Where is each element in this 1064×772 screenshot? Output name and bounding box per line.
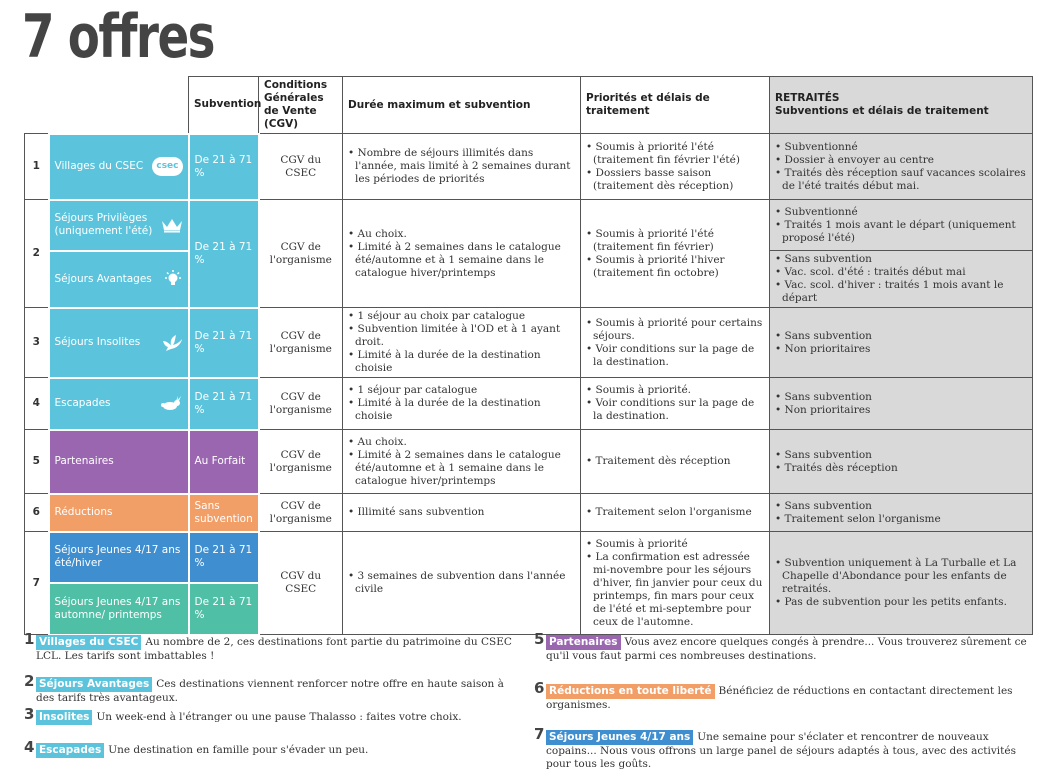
row-number: 3 [25, 308, 49, 378]
category-partenaires: Partenaires [49, 430, 189, 494]
row-number: 4 [25, 378, 49, 430]
subvention-value: De 21 à 71 % [189, 134, 259, 200]
list-item: • Sans subvention [775, 253, 1027, 266]
priorites-cell [581, 378, 770, 430]
list-item: • Subvention limitée à l'OD et à 1 ayant droit. [348, 323, 575, 349]
legend-item [24, 705, 524, 725]
list-item: • Sans subvention [775, 449, 1027, 462]
subvention-value: De 21 à 71 % [189, 308, 259, 378]
row-number: 7 [25, 532, 49, 635]
list-item: • Limité à la durée de la destination choisie [348, 397, 575, 423]
duree-cell [343, 532, 581, 635]
legend-tag: Partenaires [546, 635, 621, 650]
category-reductions: Réductions [49, 494, 189, 532]
offers-table [24, 76, 1033, 636]
list-item: • Voir conditions sur la page de la destination. [586, 397, 764, 423]
legend-tag: Séjours Avantages [36, 677, 152, 692]
cgv-value: CGV de l'organisme [259, 308, 343, 378]
category-sejours-insolites [49, 308, 189, 378]
list-item: • Voir conditions sur la page de la destination. [586, 343, 764, 369]
header-priorites: Priorités et délais de traitement [581, 77, 770, 134]
retraites-cell [770, 430, 1033, 494]
legend-tag: Réductions en toute liberté [546, 684, 715, 699]
legend-description: Ces destinations viennent renforcer notre offre en haute saison à des tarifs très avantageux. [36, 678, 504, 704]
list-item: • Subventionné [775, 206, 1027, 219]
legend-item [24, 672, 524, 705]
csec-badge-icon: csec [152, 157, 182, 176]
list-item: • Traitement selon l'organisme [775, 513, 1027, 526]
row-number: 1 [25, 134, 49, 200]
list-item: • Limité à la durée de la destination choisie [348, 349, 575, 375]
cgv-value: CGV du CSEC [259, 532, 343, 635]
legend-description: Au nombre de 2, ces destinations font partie du patrimoine du CSEC LCL. Les tarifs sont imbattables ! [36, 636, 512, 662]
subvention-value: De 21 à 71 % [189, 583, 259, 635]
list-item: • Sans subvention [775, 330, 1027, 343]
list-item: • 1 séjour par catalogue [348, 384, 575, 397]
retraites-cell [770, 251, 1033, 308]
table-row [25, 134, 1033, 200]
subvention-value: Sans subvention [189, 494, 259, 532]
list-item: • Dossiers basse saison (traitement dès réception) [586, 167, 764, 193]
list-item: • La confirmation est adressée mi-novembre pour les séjours d'hiver, fin janvier pour ceux du printemps, fin mars pour ceux de l'été et mi-septembre pour ceux de l'automne. [586, 551, 764, 629]
row-number: 6 [25, 494, 49, 532]
table-row [25, 430, 1033, 494]
header-retraites-subtitle: Subventions et délais de traitement [775, 105, 989, 117]
retraites-cell [770, 200, 1033, 251]
priorites-cell [581, 532, 770, 635]
legend-tag: Séjours Jeunes 4/17 ans [546, 730, 693, 745]
list-item: • Dossier à envoyer au centre [775, 154, 1027, 167]
category-escapades [49, 378, 189, 430]
header-cgv: Conditions Générales de Vente (CGV) [259, 77, 343, 134]
row-number: 5 [25, 430, 49, 494]
category-label: Villages du CSEC [54, 160, 144, 172]
legend-tag: Escapades [36, 743, 104, 758]
legend-description: Une destination en famille pour s'évader un peu. [108, 744, 369, 756]
header-retraites-title: RETRAITÉS [775, 92, 840, 104]
cgv-value: CGV du CSEC [259, 134, 343, 200]
category-label: Séjours Privilèges (uniquement l'été) [54, 212, 153, 237]
retraites-cell [770, 494, 1033, 532]
duree-cell [343, 378, 581, 430]
retraites-cell [770, 378, 1033, 430]
list-item: • Traitement dès réception [586, 455, 764, 468]
legend-number: 5 [534, 630, 545, 648]
retraites-cell [770, 134, 1033, 200]
legend-number: 1 [24, 630, 35, 648]
legend-number: 6 [534, 679, 545, 697]
category-label: Séjours Avantages [54, 272, 152, 285]
list-item: • Soumis à priorité [586, 538, 764, 551]
legend-item [24, 738, 524, 758]
subvention-value: Au Forfait [189, 430, 259, 494]
retraites-cell [770, 532, 1033, 635]
table-row [25, 494, 1033, 532]
legend-item [534, 679, 1032, 712]
category-sejours-jeunes-ete-hiver: Séjours Jeunes 4/17 ans été/hiver [49, 532, 189, 583]
duree-cell [343, 430, 581, 494]
retraites-cell [770, 308, 1033, 378]
list-item: • Nombre de séjours illimités dans l'année, mais limité à 2 semaines durant les périodes de priorités [348, 147, 575, 186]
duree-cell [343, 134, 581, 200]
subvention-value: De 21 à 71 % [189, 200, 259, 308]
priorites-cell [581, 308, 770, 378]
category-sejours-avantages [49, 251, 189, 308]
cgv-value: CGV de l'organisme [259, 200, 343, 308]
list-item: • Vac. scol. d'hiver : traités 1 mois avant le départ [775, 279, 1027, 305]
legend-description: Un week-end à l'étranger ou une pause Thalasso : faites votre choix. [96, 711, 462, 723]
table-row [25, 308, 1033, 378]
row-number: 2 [25, 200, 49, 308]
list-item: • Subvention uniquement à La Turballe et La Chapelle d'Abondance pour les enfants de retraités. [775, 557, 1027, 596]
list-item: • Soumis à priorité. [586, 384, 764, 397]
lightbulb-icon [163, 270, 183, 288]
list-item: • Traités 1 mois avant le départ (uniquement proposé l'été) [775, 219, 1027, 245]
cgv-value: CGV de l'organisme [259, 494, 343, 532]
legend-number: 2 [24, 672, 35, 690]
list-item: • Soumis à priorité l'hiver (traitement fin octobre) [586, 254, 764, 280]
list-item: • Limité à 2 semaines dans le catalogue été/automne et à 1 semaine dans le catalogue hiver/printemps [348, 241, 575, 280]
legend-number: 3 [24, 705, 35, 723]
list-item: • Traités dès réception sauf vacances scolaires de l'été traités début mai. [775, 167, 1027, 193]
list-item: • Traitement selon l'organisme [586, 506, 764, 519]
legend-number: 4 [24, 738, 35, 756]
list-item: • Traités dès réception [775, 462, 1027, 475]
duree-cell [343, 308, 581, 378]
list-item: • Non prioritaires [775, 404, 1027, 417]
legend-number: 7 [534, 725, 545, 743]
list-item: • Pas de subvention pour les petits enfants. [775, 596, 1027, 609]
list-item: • 3 semaines de subvention dans l'année civile [348, 570, 575, 596]
priorites-cell [581, 134, 770, 200]
list-item: • Au choix. [348, 436, 575, 449]
legend-description: Une semaine pour s'éclater et rencontrer de nouveaux copains... Nous vous offrons un large panel de séjours adaptés à tous, avec des activités pour tous les goûts. [546, 731, 1016, 770]
category-villages-csec [49, 134, 189, 200]
legend-item [24, 630, 524, 663]
list-item: • Sans subvention [775, 391, 1027, 404]
legend-description: Bénéficiez de réductions en contactant directement les organismes. [546, 685, 1013, 711]
cgv-value: CGV de l'organisme [259, 378, 343, 430]
list-item: • 1 séjour au choix par catalogue [348, 310, 575, 323]
category-label: Escapades [54, 397, 111, 409]
table-row [25, 532, 1033, 583]
rabbit-icon [159, 396, 183, 412]
list-item: • Non prioritaires [775, 343, 1027, 356]
list-item: • Soumis à priorité l'été (traitement fin février l'été) [586, 141, 764, 167]
priorites-cell [581, 200, 770, 308]
header-subvention: Subvention [189, 77, 259, 134]
legend-tag: Villages du CSEC [36, 635, 141, 650]
legend-item [534, 630, 1032, 663]
legend-tag: Insolites [36, 710, 92, 725]
category-sejours-privileges [49, 200, 189, 251]
page-title: 7 offres [22, 2, 214, 72]
list-item: • Soumis à priorité pour certains séjours. [586, 317, 764, 343]
list-item: • Vac. scol. d'été : traités début mai [775, 266, 1027, 279]
crown-icon [161, 217, 183, 233]
subvention-value: De 21 à 71 % [189, 532, 259, 583]
subvention-value: De 21 à 71 % [189, 378, 259, 430]
list-item: • Illimité sans subvention [348, 506, 575, 519]
list-item: • Subventionné [775, 141, 1027, 154]
list-item: • Sans subvention [775, 500, 1027, 513]
category-label: Séjours Insolites [54, 336, 141, 348]
priorites-cell [581, 494, 770, 532]
cgv-value: CGV de l'organisme [259, 430, 343, 494]
table-row [25, 200, 1033, 251]
list-item: • Soumis à priorité l'été (traitement fin février) [586, 228, 764, 254]
category-sejours-jeunes-automne-printemps: Séjours Jeunes 4/17 ans automne/ printemps [49, 583, 189, 635]
duree-cell [343, 200, 581, 308]
table-row [25, 378, 1033, 430]
priorites-cell [581, 430, 770, 494]
legend-description: Vous avez encore quelques congés à prendre... Vous trouverez sûrement ce qu'il vous faut parmi ces nombreuses destinations. [546, 636, 1027, 662]
list-item: • Au choix. [348, 228, 575, 241]
dove-icon [161, 335, 183, 351]
header-retraites [770, 77, 1033, 134]
duree-cell [343, 494, 581, 532]
list-item: • Limité à 2 semaines dans le catalogue été/automne et à 1 semaine dans le catalogue hiver/printemps [348, 449, 575, 488]
header-duree: Durée maximum et subvention [343, 77, 581, 134]
legend-item [534, 725, 1032, 771]
